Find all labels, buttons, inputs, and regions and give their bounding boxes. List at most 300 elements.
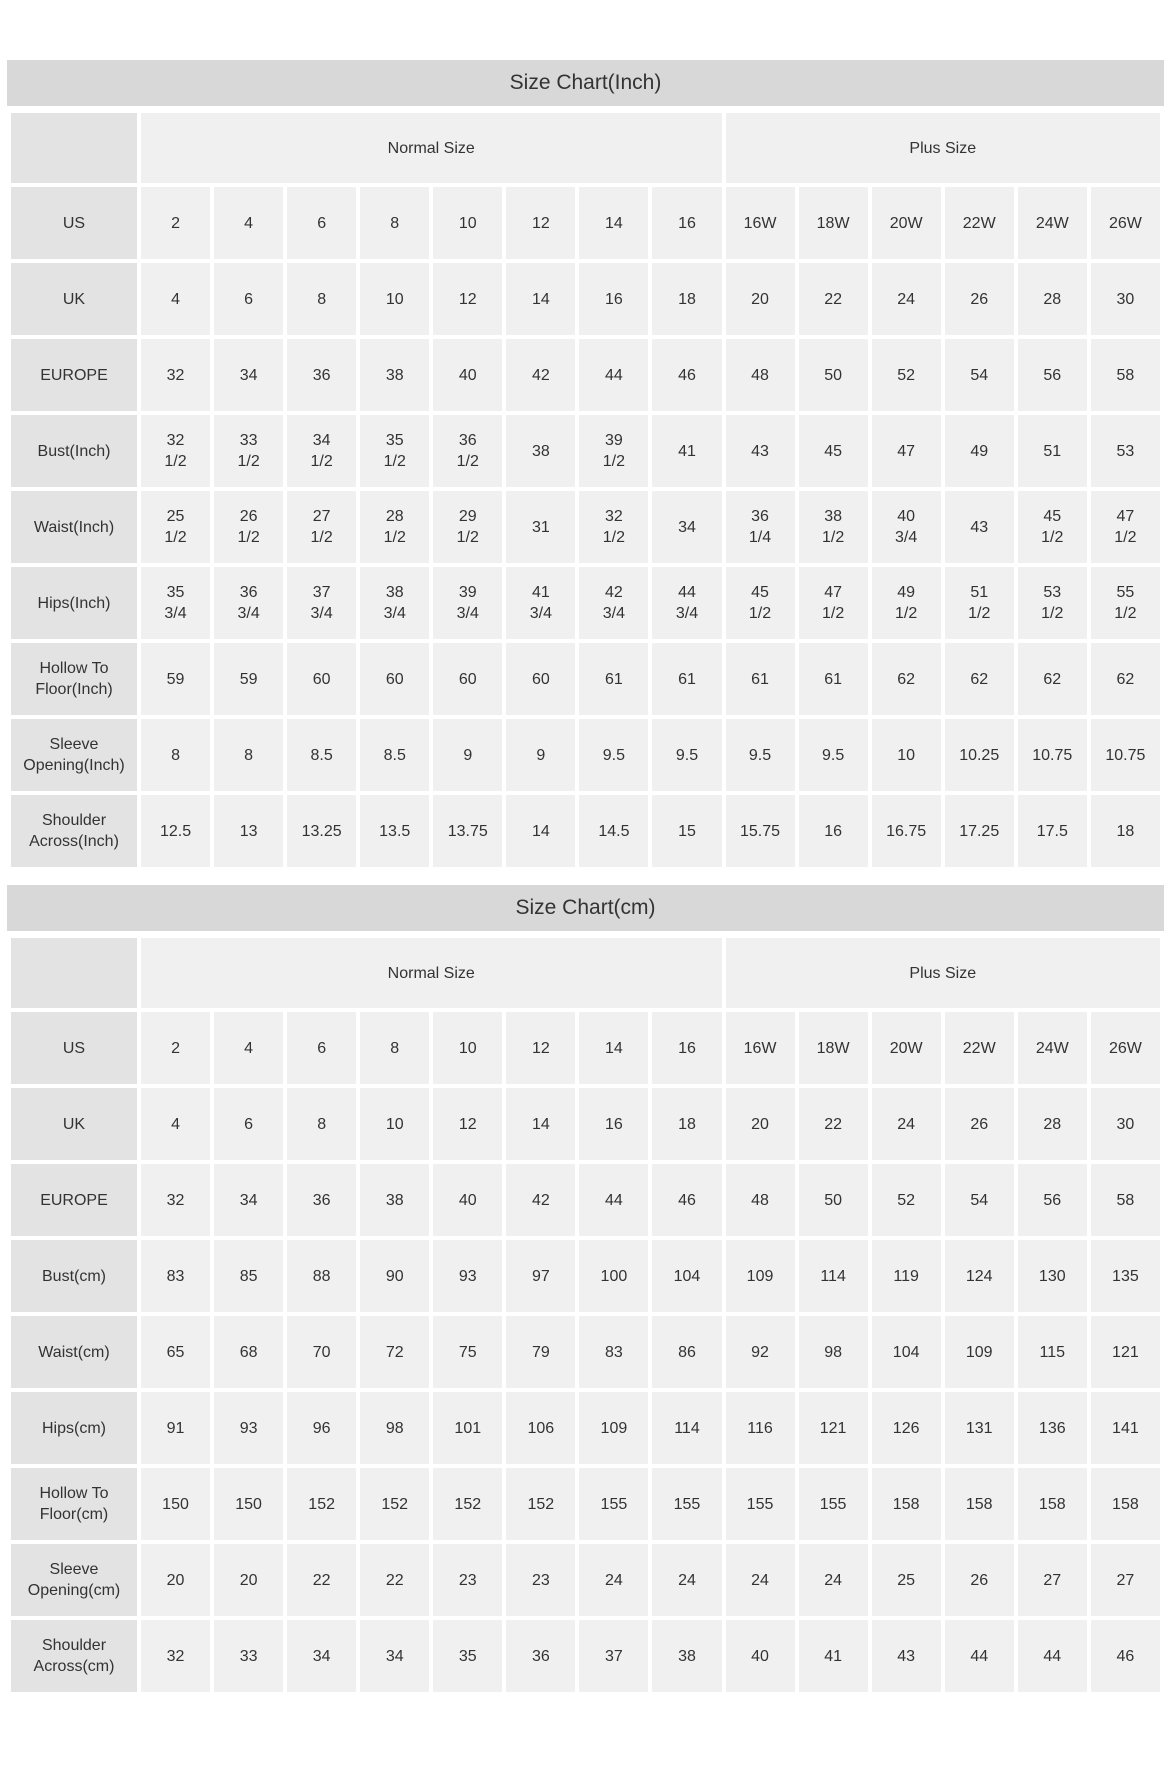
size-cell: 2 xyxy=(141,1012,210,1084)
size-cell: 16W xyxy=(726,1012,795,1084)
row-label-bust-inch: Bust(Inch) xyxy=(11,415,137,487)
size-cell: 58 xyxy=(1091,1164,1160,1236)
size-cell: 8 xyxy=(287,1088,356,1160)
size-cell: 91 xyxy=(141,1392,210,1464)
row-label-hips-inch: Hips(Inch) xyxy=(11,567,137,639)
size-cell: 114 xyxy=(799,1240,868,1312)
corner-cell xyxy=(11,938,137,1008)
column-group-normal-size: Normal Size xyxy=(141,113,722,183)
size-cell: 44 3/4 xyxy=(652,567,721,639)
size-cell: 55 1/2 xyxy=(1091,567,1160,639)
size-cell: 92 xyxy=(726,1316,795,1388)
size-cell: 136 xyxy=(1018,1392,1087,1464)
table-row-shoulder-across-inch xyxy=(11,795,1160,867)
size-cell: 60 xyxy=(433,643,502,715)
size-cell: 104 xyxy=(872,1316,941,1388)
size-cell: 93 xyxy=(433,1240,502,1312)
size-cell: 18 xyxy=(1091,795,1160,867)
size-cell: 60 xyxy=(287,643,356,715)
size-cell: 32 xyxy=(141,1620,210,1692)
size-cell: 61 xyxy=(726,643,795,715)
size-cell: 38 1/2 xyxy=(799,491,868,563)
size-cell: 56 xyxy=(1018,339,1087,411)
size-cell: 16W xyxy=(726,187,795,259)
size-cell: 36 xyxy=(287,1164,356,1236)
size-cell: 27 xyxy=(1018,1544,1087,1616)
size-cell: 109 xyxy=(945,1316,1014,1388)
size-cell: 24W xyxy=(1018,187,1087,259)
row-label-waist-inch: Waist(Inch) xyxy=(11,491,137,563)
size-cell: 51 1/2 xyxy=(945,567,1014,639)
size-cell: 34 1/2 xyxy=(287,415,356,487)
size-cell: 59 xyxy=(141,643,210,715)
size-cell: 24 xyxy=(726,1544,795,1616)
size-cell: 35 3/4 xyxy=(141,567,210,639)
table-row-bust-cm xyxy=(11,1240,1160,1312)
table-row-hollow-to-floor-cm xyxy=(11,1468,1160,1540)
size-cell: 40 xyxy=(433,1164,502,1236)
size-chart-inch-section xyxy=(7,60,1164,871)
size-cell: 150 xyxy=(141,1468,210,1540)
size-cell: 4 xyxy=(141,263,210,335)
size-cell: 16 xyxy=(652,1012,721,1084)
size-cell: 61 xyxy=(799,643,868,715)
size-chart-cm-section xyxy=(7,885,1164,1696)
size-cell: 4 xyxy=(141,1088,210,1160)
size-cell: 46 xyxy=(652,339,721,411)
size-cell: 114 xyxy=(652,1392,721,1464)
size-chart-cm-table xyxy=(7,934,1164,1696)
size-cell: 13.75 xyxy=(433,795,502,867)
size-cell: 41 3/4 xyxy=(506,567,575,639)
size-cell: 141 xyxy=(1091,1392,1160,1464)
size-cell: 44 xyxy=(579,339,648,411)
size-cell: 34 xyxy=(287,1620,356,1692)
size-cell: 83 xyxy=(579,1316,648,1388)
size-cell: 124 xyxy=(945,1240,1014,1312)
size-cell: 24 xyxy=(799,1544,868,1616)
size-cell: 68 xyxy=(214,1316,283,1388)
size-cell: 6 xyxy=(287,187,356,259)
size-cell: 42 xyxy=(506,339,575,411)
size-chart-inch-title: Size Chart(Inch) xyxy=(7,60,1164,106)
table-row-shoulder-across-cm xyxy=(11,1620,1160,1692)
size-cell: 26 xyxy=(945,263,1014,335)
size-cell: 22 xyxy=(799,1088,868,1160)
table-row-us xyxy=(11,187,1160,259)
size-cell: 13.25 xyxy=(287,795,356,867)
size-cell: 10 xyxy=(433,187,502,259)
size-cell: 72 xyxy=(360,1316,429,1388)
size-cell: 41 xyxy=(652,415,721,487)
size-cell: 98 xyxy=(799,1316,868,1388)
size-cell: 48 xyxy=(726,1164,795,1236)
size-cell: 115 xyxy=(1018,1316,1087,1388)
size-cell: 38 xyxy=(360,1164,429,1236)
size-cell: 155 xyxy=(799,1468,868,1540)
size-cell: 24 xyxy=(872,1088,941,1160)
size-cell: 158 xyxy=(1018,1468,1087,1540)
size-cell: 75 xyxy=(433,1316,502,1388)
row-label-us: US xyxy=(11,1012,137,1084)
size-cell: 36 1/4 xyxy=(726,491,795,563)
size-cell: 10 xyxy=(433,1012,502,1084)
size-cell: 39 3/4 xyxy=(433,567,502,639)
size-cell: 158 xyxy=(1091,1468,1160,1540)
row-label-sleeve-opening-inch: Sleeve Opening(Inch) xyxy=(11,719,137,791)
size-cell: 46 xyxy=(652,1164,721,1236)
size-cell: 152 xyxy=(506,1468,575,1540)
size-cell: 44 xyxy=(945,1620,1014,1692)
size-cell: 155 xyxy=(726,1468,795,1540)
size-cell: 121 xyxy=(799,1392,868,1464)
size-cell: 18W xyxy=(799,1012,868,1084)
size-cell: 40 xyxy=(433,339,502,411)
size-cell: 12 xyxy=(506,1012,575,1084)
size-cell: 79 xyxy=(506,1316,575,1388)
size-cell: 36 xyxy=(287,339,356,411)
size-cell: 2 xyxy=(141,187,210,259)
row-label-uk: UK xyxy=(11,1088,137,1160)
size-cell: 52 xyxy=(872,1164,941,1236)
size-cell: 12 xyxy=(433,263,502,335)
size-cell: 50 xyxy=(799,1164,868,1236)
size-cell: 34 xyxy=(360,1620,429,1692)
size-cell: 52 xyxy=(872,339,941,411)
size-cell: 65 xyxy=(141,1316,210,1388)
size-cell: 30 xyxy=(1091,263,1160,335)
size-cell: 9.5 xyxy=(726,719,795,791)
size-cell: 20 xyxy=(726,263,795,335)
size-cell: 14 xyxy=(506,263,575,335)
size-cell: 13 xyxy=(214,795,283,867)
size-cell: 22W xyxy=(945,187,1014,259)
size-cell: 6 xyxy=(287,1012,356,1084)
size-cell: 49 1/2 xyxy=(872,567,941,639)
size-cell: 27 xyxy=(1091,1544,1160,1616)
size-cell: 28 1/2 xyxy=(360,491,429,563)
size-cell: 42 3/4 xyxy=(579,567,648,639)
size-cell: 13.5 xyxy=(360,795,429,867)
size-cell: 38 xyxy=(652,1620,721,1692)
size-cell: 10.75 xyxy=(1018,719,1087,791)
size-cell: 9 xyxy=(433,719,502,791)
table-row-uk xyxy=(11,263,1160,335)
size-cell: 27 1/2 xyxy=(287,491,356,563)
size-cell: 43 xyxy=(726,415,795,487)
size-cell: 32 1/2 xyxy=(579,491,648,563)
size-cell: 104 xyxy=(652,1240,721,1312)
size-cell: 36 3/4 xyxy=(214,567,283,639)
size-cell: 33 1/2 xyxy=(214,415,283,487)
size-cell: 8 xyxy=(360,187,429,259)
size-cell: 152 xyxy=(287,1468,356,1540)
size-cell: 26W xyxy=(1091,187,1160,259)
size-chart-cm-title: Size Chart(cm) xyxy=(7,885,1164,931)
size-cell: 30 xyxy=(1091,1088,1160,1160)
size-cell: 14 xyxy=(579,1012,648,1084)
size-cell: 12.5 xyxy=(141,795,210,867)
size-cell: 39 1/2 xyxy=(579,415,648,487)
size-cell: 29 1/2 xyxy=(433,491,502,563)
size-cell: 14 xyxy=(579,187,648,259)
size-cell: 47 xyxy=(872,415,941,487)
size-cell: 152 xyxy=(433,1468,502,1540)
size-cell: 60 xyxy=(506,643,575,715)
size-cell: 53 1/2 xyxy=(1018,567,1087,639)
size-cell: 119 xyxy=(872,1240,941,1312)
size-cell: 26 1/2 xyxy=(214,491,283,563)
size-cell: 22W xyxy=(945,1012,1014,1084)
size-cell: 20W xyxy=(872,1012,941,1084)
size-cell: 61 xyxy=(579,643,648,715)
column-group-plus-size: Plus Size xyxy=(726,113,1161,183)
size-cell: 17.5 xyxy=(1018,795,1087,867)
size-cell: 34 xyxy=(214,339,283,411)
size-cell: 31 xyxy=(506,491,575,563)
size-cell: 49 xyxy=(945,415,1014,487)
row-label-europe: EUROPE xyxy=(11,1164,137,1236)
size-cell: 8 xyxy=(141,719,210,791)
size-cell: 109 xyxy=(726,1240,795,1312)
size-cell: 25 1/2 xyxy=(141,491,210,563)
size-cell: 10.25 xyxy=(945,719,1014,791)
size-cell: 46 xyxy=(1091,1620,1160,1692)
row-label-shoulder-across-cm: Shoulder Across(cm) xyxy=(11,1620,137,1692)
size-cell: 53 xyxy=(1091,415,1160,487)
table-row-hollow-to-floor-inch xyxy=(11,643,1160,715)
size-cell: 14 xyxy=(506,1088,575,1160)
size-cell: 85 xyxy=(214,1240,283,1312)
table-row-sleeve-opening-cm xyxy=(11,1544,1160,1616)
row-label-hips-cm: Hips(cm) xyxy=(11,1392,137,1464)
size-cell: 45 1/2 xyxy=(726,567,795,639)
size-cell: 16 xyxy=(579,263,648,335)
size-cell: 16 xyxy=(579,1088,648,1160)
size-cell: 97 xyxy=(506,1240,575,1312)
size-cell: 90 xyxy=(360,1240,429,1312)
size-cell: 32 1/2 xyxy=(141,415,210,487)
size-chart-page xyxy=(7,60,1164,1696)
column-group-row xyxy=(11,113,1160,183)
size-cell: 38 3/4 xyxy=(360,567,429,639)
size-cell: 8.5 xyxy=(287,719,356,791)
size-cell: 12 xyxy=(433,1088,502,1160)
size-cell: 16 xyxy=(652,187,721,259)
size-cell: 4 xyxy=(214,1012,283,1084)
column-group-plus-size: Plus Size xyxy=(726,938,1161,1008)
row-label-uk: UK xyxy=(11,263,137,335)
size-cell: 14.5 xyxy=(579,795,648,867)
table-row-waist-inch xyxy=(11,491,1160,563)
size-cell: 37 3/4 xyxy=(287,567,356,639)
size-cell: 121 xyxy=(1091,1316,1160,1388)
size-cell: 14 xyxy=(506,795,575,867)
size-cell: 10 xyxy=(360,263,429,335)
size-cell: 70 xyxy=(287,1316,356,1388)
size-cell: 8.5 xyxy=(360,719,429,791)
size-cell: 48 xyxy=(726,339,795,411)
size-cell: 54 xyxy=(945,339,1014,411)
size-cell: 51 xyxy=(1018,415,1087,487)
size-cell: 131 xyxy=(945,1392,1014,1464)
size-cell: 83 xyxy=(141,1240,210,1312)
size-cell: 9.5 xyxy=(652,719,721,791)
size-cell: 22 xyxy=(287,1544,356,1616)
size-cell: 36 xyxy=(506,1620,575,1692)
size-cell: 15.75 xyxy=(726,795,795,867)
table-row-bust-inch xyxy=(11,415,1160,487)
table-row-europe xyxy=(11,339,1160,411)
size-cell: 62 xyxy=(945,643,1014,715)
size-cell: 12 xyxy=(506,187,575,259)
size-cell: 4 xyxy=(214,187,283,259)
size-cell: 62 xyxy=(1018,643,1087,715)
size-cell: 47 1/2 xyxy=(799,567,868,639)
table-row-waist-cm xyxy=(11,1316,1160,1388)
size-cell: 10 xyxy=(872,719,941,791)
size-cell: 26 xyxy=(945,1544,1014,1616)
size-cell: 28 xyxy=(1018,1088,1087,1160)
size-cell: 37 xyxy=(579,1620,648,1692)
table-row-hips-cm xyxy=(11,1392,1160,1464)
size-cell: 44 xyxy=(579,1164,648,1236)
size-cell: 22 xyxy=(799,263,868,335)
size-cell: 6 xyxy=(214,1088,283,1160)
size-cell: 24 xyxy=(872,263,941,335)
size-cell: 150 xyxy=(214,1468,283,1540)
size-cell: 47 1/2 xyxy=(1091,491,1160,563)
size-cell: 34 xyxy=(652,491,721,563)
size-cell: 9.5 xyxy=(799,719,868,791)
size-cell: 101 xyxy=(433,1392,502,1464)
size-cell: 86 xyxy=(652,1316,721,1388)
size-cell: 20W xyxy=(872,187,941,259)
row-label-shoulder-across-inch: Shoulder Across(Inch) xyxy=(11,795,137,867)
size-cell: 15 xyxy=(652,795,721,867)
size-cell: 18 xyxy=(652,1088,721,1160)
size-cell: 60 xyxy=(360,643,429,715)
size-cell: 45 1/2 xyxy=(1018,491,1087,563)
size-cell: 126 xyxy=(872,1392,941,1464)
size-cell: 45 xyxy=(799,415,868,487)
size-cell: 6 xyxy=(214,263,283,335)
size-cell: 106 xyxy=(506,1392,575,1464)
size-cell: 98 xyxy=(360,1392,429,1464)
size-cell: 20 xyxy=(141,1544,210,1616)
size-cell: 8 xyxy=(214,719,283,791)
size-cell: 20 xyxy=(726,1088,795,1160)
size-cell: 50 xyxy=(799,339,868,411)
size-cell: 158 xyxy=(945,1468,1014,1540)
size-cell: 93 xyxy=(214,1392,283,1464)
size-cell: 155 xyxy=(579,1468,648,1540)
size-cell: 10.75 xyxy=(1091,719,1160,791)
size-cell: 152 xyxy=(360,1468,429,1540)
size-cell: 18W xyxy=(799,187,868,259)
size-cell: 24 xyxy=(579,1544,648,1616)
size-cell: 44 xyxy=(1018,1620,1087,1692)
table-row-uk xyxy=(11,1088,1160,1160)
row-label-hollow-to-floor-inch: Hollow To Floor(Inch) xyxy=(11,643,137,715)
row-label-bust-cm: Bust(cm) xyxy=(11,1240,137,1312)
size-cell: 28 xyxy=(1018,263,1087,335)
size-cell: 135 xyxy=(1091,1240,1160,1312)
size-cell: 96 xyxy=(287,1392,356,1464)
size-cell: 35 xyxy=(433,1620,502,1692)
size-cell: 26W xyxy=(1091,1012,1160,1084)
size-cell: 158 xyxy=(872,1468,941,1540)
size-cell: 24 xyxy=(652,1544,721,1616)
size-cell: 16 xyxy=(799,795,868,867)
size-cell: 43 xyxy=(872,1620,941,1692)
size-cell: 155 xyxy=(652,1468,721,1540)
size-cell: 59 xyxy=(214,643,283,715)
size-cell: 58 xyxy=(1091,339,1160,411)
size-cell: 38 xyxy=(360,339,429,411)
row-label-waist-cm: Waist(cm) xyxy=(11,1316,137,1388)
size-cell: 40 3/4 xyxy=(872,491,941,563)
size-cell: 109 xyxy=(579,1392,648,1464)
size-cell: 130 xyxy=(1018,1240,1087,1312)
size-cell: 32 xyxy=(141,339,210,411)
size-cell: 116 xyxy=(726,1392,795,1464)
size-cell: 9.5 xyxy=(579,719,648,791)
size-cell: 40 xyxy=(726,1620,795,1692)
size-cell: 54 xyxy=(945,1164,1014,1236)
size-cell: 25 xyxy=(872,1544,941,1616)
corner-cell xyxy=(11,113,137,183)
size-cell: 62 xyxy=(872,643,941,715)
size-cell: 16.75 xyxy=(872,795,941,867)
size-cell: 41 xyxy=(799,1620,868,1692)
row-label-us: US xyxy=(11,187,137,259)
size-cell: 22 xyxy=(360,1544,429,1616)
table-row-europe xyxy=(11,1164,1160,1236)
size-cell: 9 xyxy=(506,719,575,791)
size-cell: 33 xyxy=(214,1620,283,1692)
size-chart-inch-table xyxy=(7,109,1164,871)
size-cell: 26 xyxy=(945,1088,1014,1160)
size-cell: 38 xyxy=(506,415,575,487)
size-cell: 23 xyxy=(433,1544,502,1616)
size-cell: 34 xyxy=(214,1164,283,1236)
row-label-hollow-to-floor-cm: Hollow To Floor(cm) xyxy=(11,1468,137,1540)
table-row-us xyxy=(11,1012,1160,1084)
row-label-europe: EUROPE xyxy=(11,339,137,411)
column-group-normal-size: Normal Size xyxy=(141,938,722,1008)
size-cell: 56 xyxy=(1018,1164,1087,1236)
size-cell: 61 xyxy=(652,643,721,715)
size-cell: 8 xyxy=(287,263,356,335)
size-cell: 23 xyxy=(506,1544,575,1616)
size-cell: 100 xyxy=(579,1240,648,1312)
size-cell: 43 xyxy=(945,491,1014,563)
column-group-row xyxy=(11,938,1160,1008)
size-cell: 88 xyxy=(287,1240,356,1312)
size-cell: 18 xyxy=(652,263,721,335)
size-cell: 36 1/2 xyxy=(433,415,502,487)
size-cell: 62 xyxy=(1091,643,1160,715)
size-cell: 8 xyxy=(360,1012,429,1084)
size-cell: 32 xyxy=(141,1164,210,1236)
row-label-sleeve-opening-cm: Sleeve Opening(cm) xyxy=(11,1544,137,1616)
size-cell: 24W xyxy=(1018,1012,1087,1084)
size-cell: 17.25 xyxy=(945,795,1014,867)
size-cell: 42 xyxy=(506,1164,575,1236)
size-cell: 20 xyxy=(214,1544,283,1616)
table-row-hips-inch xyxy=(11,567,1160,639)
